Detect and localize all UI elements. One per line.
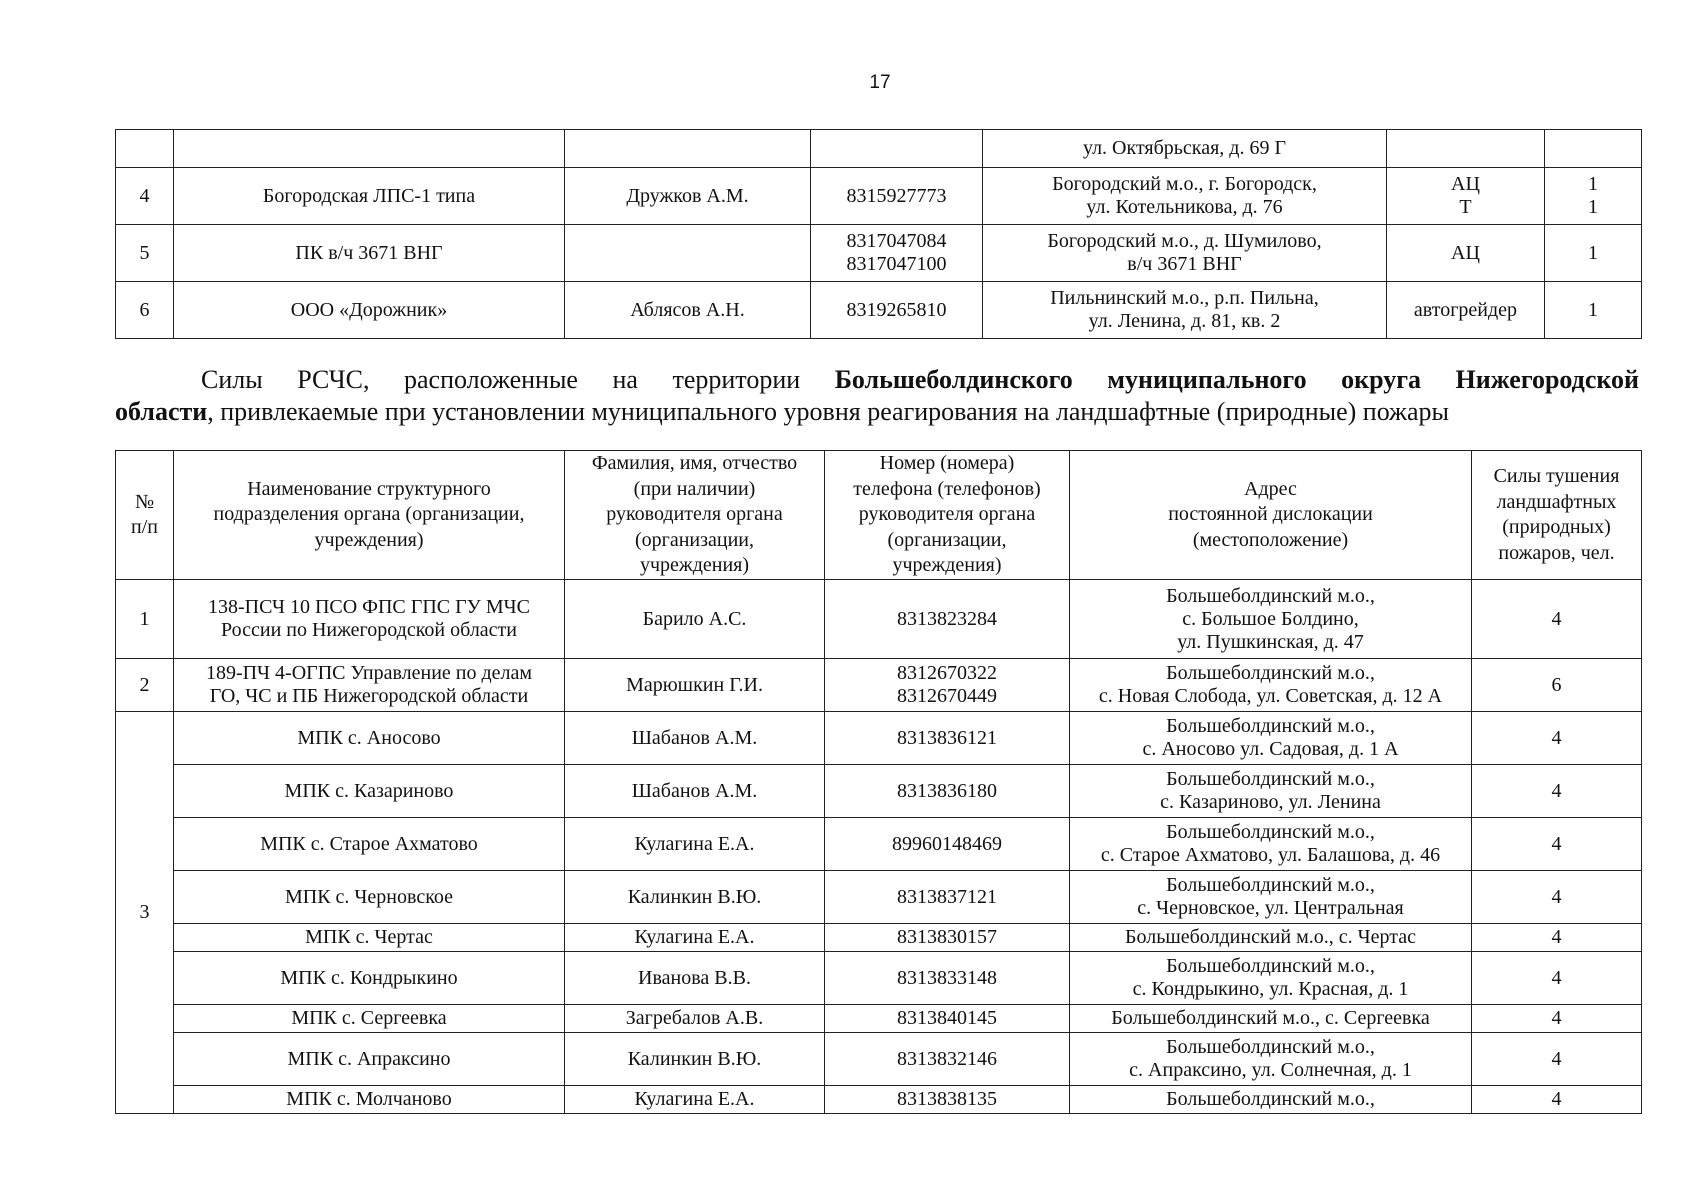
head-name-cell: Шабанов А.М.: [565, 712, 825, 765]
unit-name-cell: 138-ПСЧ 10 ПСО ФПС ГПС ГУ МЧС России по Нижегородской области: [174, 580, 565, 659]
quantity-cell: [1545, 130, 1642, 168]
unit-name-cell: МПК с. Сергеевка: [174, 1005, 565, 1033]
address-cell: Большеболдинский м.о., с. Чертас: [1070, 924, 1472, 952]
head-name-cell: [565, 130, 811, 168]
phone-cell: 8313823284: [825, 580, 1070, 659]
table-row: [116, 282, 1642, 339]
unit-name-cell: ПК в/ч 3671 ВНГ: [174, 225, 565, 282]
unit-name-cell: МПК с. Молчаново: [174, 1086, 565, 1114]
equipment-cell: автогрейдер: [1387, 282, 1545, 339]
quantity-cell: 1: [1545, 282, 1642, 339]
forces-cell: 4: [1472, 580, 1642, 659]
heading-text-rest: , привлекаемые при установлении муниципального уровня реагирования на ландшафтные (природные) пожары: [207, 397, 1450, 426]
phone-cell: 8313836121: [825, 712, 1070, 765]
table-row: [116, 659, 1642, 712]
unit-name-cell: МПК с. Старое Ахматово: [174, 818, 565, 871]
head-name-cell: Барило А.С.: [565, 580, 825, 659]
header-phone: Номер (номера) телефона (телефонов) руководителя органа (организации, учреждения): [825, 451, 1070, 580]
address-cell: Богородский м.о., г. Богородск, ул. Котельникова, д. 76: [983, 168, 1387, 225]
phone-cell: 8313838135: [825, 1086, 1070, 1114]
table-row: [116, 818, 1642, 871]
phone-cell: 8312670322 8312670449: [825, 659, 1070, 712]
table-row: [116, 712, 1642, 765]
head-name-cell: Аблясов А.Н.: [565, 282, 811, 339]
address-cell: ул. Октябрьская, д. 69 Г: [983, 130, 1387, 168]
header-head-name: Фамилия, имя, отчество (при наличии) руководителя органа (организации, учреждения): [565, 451, 825, 580]
header-forces: Силы тушения ландшафтных (природных) пожаров, чел.: [1472, 451, 1642, 580]
header-address: Адрес постоянной дислокации (местоположение): [1070, 451, 1472, 580]
phone-cell: 8317047084 8317047100: [811, 225, 983, 282]
heading-bold-region: области: [115, 397, 208, 426]
phone-cell: 8313836180: [825, 765, 1070, 818]
address-cell: Большеболдинский м.о.,: [1070, 1086, 1472, 1114]
phone-cell: 8313837121: [825, 871, 1070, 924]
table-row: [116, 225, 1642, 282]
phone-cell: 89960148469: [825, 818, 1070, 871]
address-cell: Пильнинский м.о., р.п. Пильна, ул. Ленина, д. 81, кв. 2: [983, 282, 1387, 339]
table-row: [116, 952, 1642, 1005]
table-header-row: [116, 451, 1642, 580]
unit-name-cell: МПК с. Кондрыкино: [174, 952, 565, 1005]
heading-bold-district: Большеболдинского муниципального округа Нижегородской: [834, 365, 1639, 394]
phone-cell: 8315927773: [811, 168, 983, 225]
unit-name-cell: МПК с. Апраксино: [174, 1033, 565, 1086]
phone-cell: 8313833148: [825, 952, 1070, 1005]
heading-text: Силы РСЧС, расположенные на территории: [201, 365, 835, 394]
unit-name-cell: [174, 130, 565, 168]
phone-cell: 8313830157: [825, 924, 1070, 952]
phone-cell: 8313840145: [825, 1005, 1070, 1033]
head-name-cell: Кулагина Е.А.: [565, 818, 825, 871]
forces-cell: 4: [1472, 952, 1642, 1005]
quantity-cell: 1: [1545, 225, 1642, 282]
phone-cell: 8313832146: [825, 1033, 1070, 1086]
header-unit-name: Наименование структурного подразделения органа (организации, учреждения): [174, 451, 565, 580]
row-number-cell: 5: [116, 225, 174, 282]
row-number-cell: 4: [116, 168, 174, 225]
head-name-cell: Калинкин В.Ю.: [565, 871, 825, 924]
forces-cell: 4: [1472, 871, 1642, 924]
head-name-cell: Дружков А.М.: [565, 168, 811, 225]
unit-name-cell: 189-ПЧ 4-ОГПС Управление по делам ГО, ЧС и ПБ Нижегородской области: [174, 659, 565, 712]
phone-cell: 8319265810: [811, 282, 983, 339]
forces-cell: 4: [1472, 1033, 1642, 1086]
head-name-cell: Иванова В.В.: [565, 952, 825, 1005]
row-number-cell: 3: [116, 712, 174, 1114]
address-cell: Большеболдинский м.о., с. Новая Слобода, ул. Советская, д. 12 А: [1070, 659, 1472, 712]
unit-name-cell: ООО «Дорожник»: [174, 282, 565, 339]
forces-cell: 4: [1472, 818, 1642, 871]
address-cell: Богородский м.о., д. Шумилово, в/ч 3671 ВНГ: [983, 225, 1387, 282]
forces-cell: 6: [1472, 659, 1642, 712]
table-forces: [115, 450, 1642, 1114]
address-cell: Большеболдинский м.о., с. Черновское, ул. Центральная: [1070, 871, 1472, 924]
phone-cell: [811, 130, 983, 168]
address-cell: Большеболдинский м.о., с. Кондрыкино, ул. Красная, д. 1: [1070, 952, 1472, 1005]
unit-name-cell: МПК с. Чертас: [174, 924, 565, 952]
unit-name-cell: МПК с. Аносово: [174, 712, 565, 765]
address-cell: Большеболдинский м.о., с. Сергеевка: [1070, 1005, 1472, 1033]
page-number: 17: [869, 72, 891, 93]
head-name-cell: [565, 225, 811, 282]
head-name-cell: Марюшкин Г.И.: [565, 659, 825, 712]
table-row: [116, 765, 1642, 818]
head-name-cell: Калинкин В.Ю.: [565, 1033, 825, 1086]
address-cell: Большеболдинский м.о., с. Старое Ахматово, ул. Балашова, д. 46: [1070, 818, 1472, 871]
address-cell: Большеболдинский м.о., с. Большое Болдино, ул. Пушкинская, д. 47: [1070, 580, 1472, 659]
forces-cell: 4: [1472, 765, 1642, 818]
header-number: № п/п: [116, 451, 174, 580]
head-name-cell: Кулагина Е.А.: [565, 924, 825, 952]
head-name-cell: Загребалов А.В.: [565, 1005, 825, 1033]
table-continuation: [115, 129, 1642, 339]
unit-name-cell: МПК с. Казариново: [174, 765, 565, 818]
table-row: [116, 1033, 1642, 1086]
table-row: [116, 924, 1642, 952]
section-heading: [115, 364, 1639, 428]
row-number-cell: 2: [116, 659, 174, 712]
equipment-cell: АЦ: [1387, 225, 1545, 282]
address-cell: Большеболдинский м.о., с. Аносово ул. Садовая, д. 1 А: [1070, 712, 1472, 765]
table-row: [116, 168, 1642, 225]
table-row: [116, 1086, 1642, 1114]
unit-name-cell: Богородская ЛПС-1 типа: [174, 168, 565, 225]
head-name-cell: Шабанов А.М.: [565, 765, 825, 818]
row-number-cell: [116, 130, 174, 168]
address-cell: Большеболдинский м.о., с. Казариново, ул. Ленина: [1070, 765, 1472, 818]
table-row: [116, 580, 1642, 659]
equipment-cell: АЦ Т: [1387, 168, 1545, 225]
address-cell: Большеболдинский м.о., с. Апраксино, ул. Солнечная, д. 1: [1070, 1033, 1472, 1086]
table-row: [116, 871, 1642, 924]
row-number-cell: 1: [116, 580, 174, 659]
forces-cell: 4: [1472, 1086, 1642, 1114]
quantity-cell: 1 1: [1545, 168, 1642, 225]
head-name-cell: Кулагина Е.А.: [565, 1086, 825, 1114]
table-row: [116, 130, 1642, 168]
forces-cell: 4: [1472, 712, 1642, 765]
table-row: [116, 1005, 1642, 1033]
equipment-cell: [1387, 130, 1545, 168]
forces-cell: 4: [1472, 924, 1642, 952]
forces-cell: 4: [1472, 1005, 1642, 1033]
row-number-cell: 6: [116, 282, 174, 339]
unit-name-cell: МПК с. Черновское: [174, 871, 565, 924]
